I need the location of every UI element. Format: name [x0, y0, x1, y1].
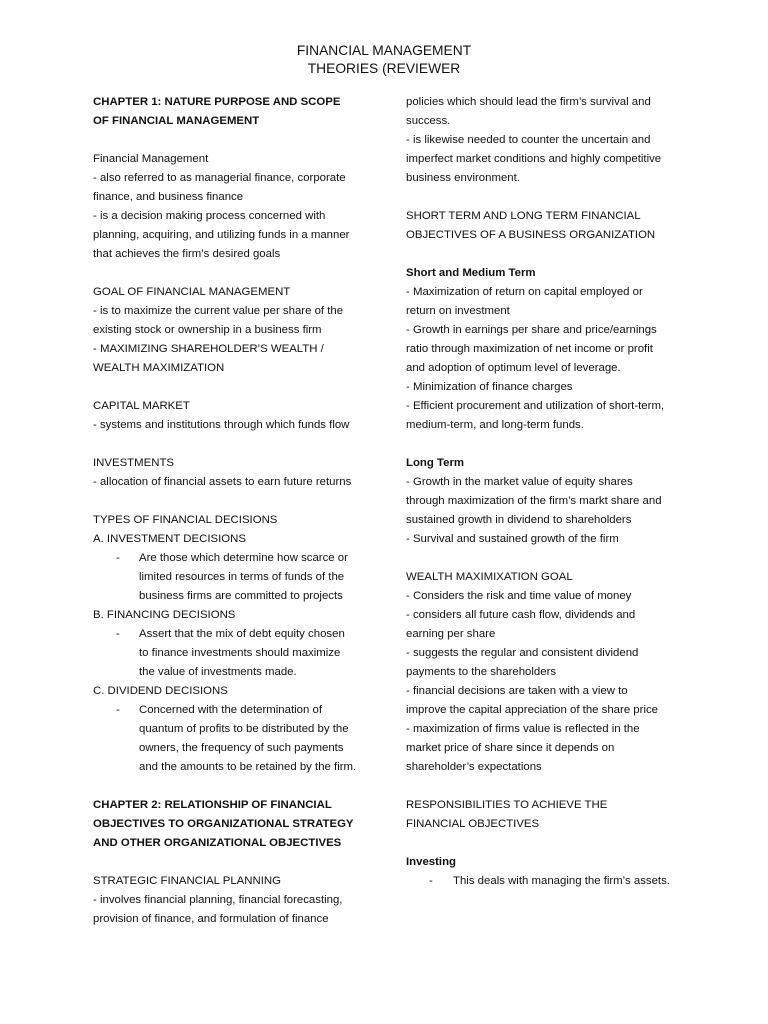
list-item-continuation: business firms are committed to projects	[139, 590, 343, 602]
paragraph-line: - systems and institutions through which funds flow	[93, 419, 350, 431]
list-item-continuation: limited resources in terms of funds of the	[139, 571, 345, 583]
list-item-continuation: the value of investments made.	[139, 666, 297, 678]
title-line-2: THEORIES (REVIEWER	[307, 61, 461, 76]
chapter-1-heading-line-1: CHAPTER 1: NATURE PURPOSE AND SCOPE	[93, 96, 341, 108]
list-item-continuation: and the amounts to be retained by the firm.	[139, 761, 357, 773]
list-item: - Are those which determine how scarce or	[93, 549, 368, 568]
dash-bullet: -	[116, 704, 120, 716]
types-of-decisions-heading: TYPES OF FINANCIAL DECISIONS	[93, 514, 278, 526]
paragraph-line: payments to the shareholders	[406, 666, 557, 678]
paragraph-line: finance, and business finance	[93, 191, 244, 203]
list-item: - Concerned with the determination of	[93, 701, 368, 720]
list-item: - Assert that the mix of debt equity chosen	[93, 625, 368, 644]
list-item-continuation: quantum of profits to be distributed by the	[139, 723, 349, 735]
paragraph-line: planning, acquiring, and utilizing funds in a manner	[93, 229, 350, 241]
wealth-maximization-heading: WEALTH MAXIMIXATION GOAL	[406, 571, 573, 583]
right-column	[406, 93, 681, 891]
capital-market-heading: CAPITAL MARKET	[93, 400, 190, 412]
paragraph-line: - MAXIMIZING SHAREHOLDER’S WEALTH /	[93, 343, 324, 355]
paragraph-line: ratio through maximization of net income or profit	[406, 343, 653, 355]
paragraph-line: imperfect market conditions and highly competitive	[406, 153, 662, 165]
paragraph-line: - allocation of financial assets to earn future returns	[93, 476, 352, 488]
long-term-heading: Long Term	[406, 457, 465, 469]
objectives-heading-line-2: OBJECTIVES OF A BUSINESS ORGANIZATION	[406, 229, 656, 241]
paragraph-line: sustained growth in dividend to shareholders	[406, 514, 632, 526]
paragraph-line: existing stock or ownership in a business firm	[93, 324, 322, 336]
title-line-1: FINANCIAL MANAGEMENT	[296, 43, 472, 58]
paragraph-line: and adoption of optimum level of leverage.	[406, 362, 621, 374]
paragraph-line: provision of finance, and formulation of finance	[93, 913, 329, 925]
left-column	[93, 93, 368, 929]
paragraph-line: shareholder’s expectations	[406, 761, 542, 773]
paragraph-line: - Efficient procurement and utilization of short-term,	[406, 400, 665, 412]
paragraph-line: - financial decisions are taken with a view to	[406, 685, 628, 697]
chapter-2-heading-line-2: OBJECTIVES TO ORGANIZATIONAL STRATEGY	[93, 818, 354, 830]
paragraph-line: through maximization of the firm’s markt share and	[406, 495, 662, 507]
paragraph-line: WEALTH MAXIMIZATION	[93, 362, 225, 374]
list-item-continuation: owners, the frequency of such payments	[139, 742, 344, 754]
paragraph-line: - Survival and sustained growth of the firm	[406, 533, 619, 545]
responsibilities-heading-line-1: RESPONSIBILITIES TO ACHIEVE THE	[406, 799, 608, 811]
investment-decisions-heading: A. INVESTMENT DECISIONS	[93, 533, 246, 545]
paragraph-line: - Maximization of return on capital employed or	[406, 286, 643, 298]
paragraph-line: - involves financial planning, financial forecasting,	[93, 894, 343, 906]
paragraph-line: - considers all future cash flow, dividends and	[406, 609, 636, 621]
document-title	[0, 42, 768, 78]
paragraph-line: - Considers the risk and time value of money	[406, 590, 632, 602]
chapter-2-heading-line-1: CHAPTER 2: RELATIONSHIP OF FINANCIAL	[93, 799, 332, 811]
strategic-planning-heading: STRATEGIC FINANCIAL PLANNING	[93, 875, 281, 887]
paragraph-line: earning per share	[406, 628, 496, 640]
objectives-heading-line-1: SHORT TERM AND LONG TERM FINANCIAL	[406, 210, 641, 222]
paragraph-line: - is likewise needed to counter the uncertain and	[406, 134, 651, 146]
responsibilities-heading-line-2: FINANCIAL OBJECTIVES	[406, 818, 540, 830]
dash-bullet: -	[116, 552, 120, 564]
paragraph-line: return on investment	[406, 305, 510, 317]
paragraph-line: - Growth in the market value of equity shares	[406, 476, 633, 488]
investing-heading: Investing	[406, 856, 457, 868]
paragraph-line: - maximization of firms value is reflected in the	[406, 723, 640, 735]
goal-heading: GOAL OF FINANCIAL MANAGEMENT	[93, 286, 291, 298]
paragraph-line: - Growth in earnings per share and price/earnings	[406, 324, 657, 336]
paragraph-line: - is a decision making process concerned with	[93, 210, 326, 222]
paragraph-line: policies which should lead the firm’s survival and	[406, 96, 651, 108]
dividend-decisions-heading: C. DIVIDEND DECISIONS	[93, 685, 228, 697]
paragraph-line: success.	[406, 115, 451, 127]
chapter-2-heading-line-3: AND OTHER ORGANIZATIONAL OBJECTIVES	[93, 837, 342, 849]
financial-management-heading: Financial Management	[93, 153, 209, 165]
list-item: - This deals with managing the firm’s assets.	[406, 872, 681, 891]
dash-bullet: -	[116, 628, 120, 640]
paragraph-line: medium-term, and long-term funds.	[406, 419, 584, 431]
investments-heading: INVESTMENTS	[93, 457, 175, 469]
paragraph-line: - suggests the regular and consistent dividend	[406, 647, 639, 659]
paragraph-line: - Minimization of finance charges	[406, 381, 573, 393]
paragraph-line: business environment.	[406, 172, 520, 184]
dash-bullet: -	[429, 875, 433, 887]
paragraph-line: market price of share since it depends on	[406, 742, 615, 754]
paragraph-line: that achieves the firm’s desired goals	[93, 248, 281, 260]
short-medium-term-heading: Short and Medium Term	[406, 267, 536, 279]
paragraph-line: improve the capital appreciation of the share price	[406, 704, 659, 716]
list-item-continuation: to finance investments should maximize	[139, 647, 341, 659]
paragraph-line: - is to maximize the current value per share of the	[93, 305, 344, 317]
financing-decisions-heading: B. FINANCING DECISIONS	[93, 609, 236, 621]
chapter-1-heading-line-2: OF FINANCIAL MANAGEMENT	[93, 115, 260, 127]
paragraph-line: - also referred to as managerial finance, corporate	[93, 172, 346, 184]
